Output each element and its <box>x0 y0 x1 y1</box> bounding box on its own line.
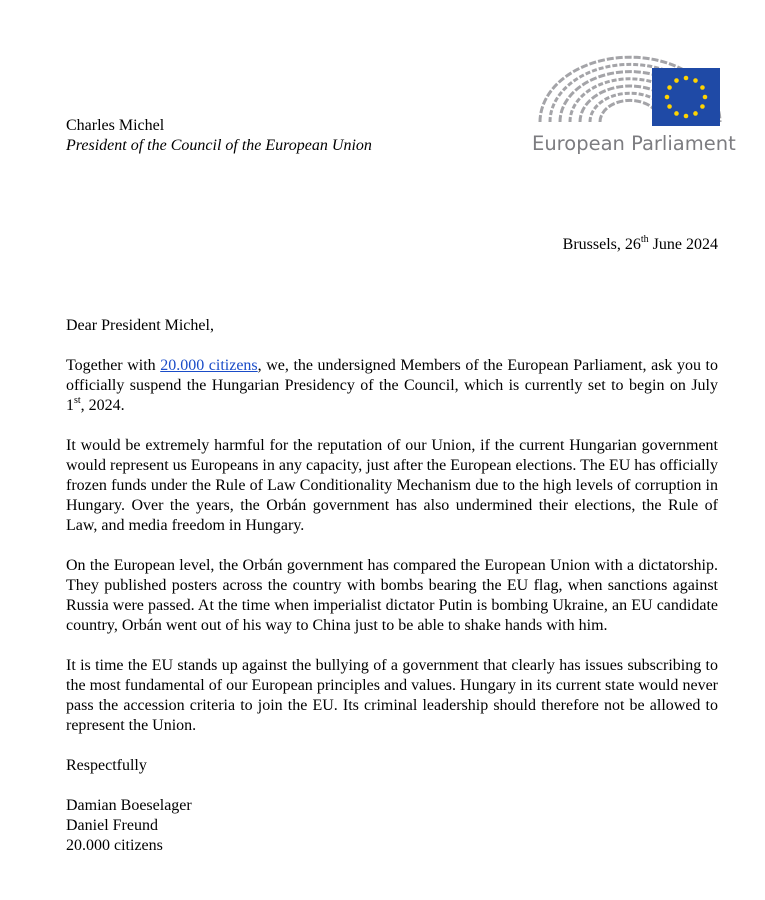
recipient-name: Charles Michel <box>66 117 165 134</box>
hemicycle-arc <box>600 100 660 122</box>
star-icon <box>684 114 689 119</box>
star-icon <box>684 76 689 81</box>
signatures <box>66 796 718 856</box>
paragraph-4: It is time the EU stands up against the bullying of a government that clearly has issues subscribing to the most fundamental of our European principles and values. Hungary in its current state would never pass the accession criteria to join the EU. Its criminal leadership should therefore not be allowed to represent the Union. <box>66 657 718 734</box>
signatory: Daniel Freund <box>66 817 158 834</box>
signatory: Damian Boeselager <box>66 797 192 814</box>
star-icon <box>674 78 679 83</box>
letter-body <box>66 316 718 856</box>
star-icon <box>665 95 670 100</box>
paragraph-1: Together with 20.000 citizens, we, the undersigned Members of the European Parliament, ask you to officially suspend the Hungarian Presidency of the Council, which is currently set to begin on July 1st, 2024. <box>66 357 718 414</box>
citizens-link[interactable]: 20.000 citizens <box>160 357 258 374</box>
european-parliament-logo <box>530 26 736 158</box>
star-icon <box>674 111 679 116</box>
paragraph-3: On the European level, the Orbán government has compared the European Union with a dictatorship. They published posters across the country with bombs bearing the EU flag, when sanctions against Russia were passed. At the time when imperialist dictator Putin is bombing Ukraine, an EU candidate country, Orbán went out of his way to China just to be able to shake hands with him. <box>66 557 718 634</box>
star-icon <box>667 85 672 90</box>
star-icon <box>693 78 698 83</box>
star-icon <box>700 104 705 109</box>
logo-text: European Parliament <box>532 132 736 155</box>
recipient-title: President of the Council of the European Union <box>66 137 372 154</box>
paragraph-2: It would be extremely harmful for the reputation of our Union, if the current Hungarian government would represent us Europeans in any capacity, just after the European elections. The EU has officially frozen funds under the Rule of Law Conditionality Mechanism due to the high levels of corruption in Hungary. Over the years, the Orbán government has also undermined their elections, the Rule of Law, and media freedom in Hungary. <box>66 437 718 534</box>
star-icon <box>693 111 698 116</box>
salutation: Dear President Michel, <box>66 317 214 334</box>
star-icon <box>700 85 705 90</box>
signatory: 20.000 citizens <box>66 837 163 854</box>
letter-date: Brussels, 26th June 2024 <box>562 233 718 253</box>
recipient-block <box>66 116 372 156</box>
star-icon <box>667 104 672 109</box>
hemicycle-flag-icon <box>536 26 722 130</box>
star-icon <box>703 95 708 100</box>
closing: Respectfully <box>66 757 147 774</box>
